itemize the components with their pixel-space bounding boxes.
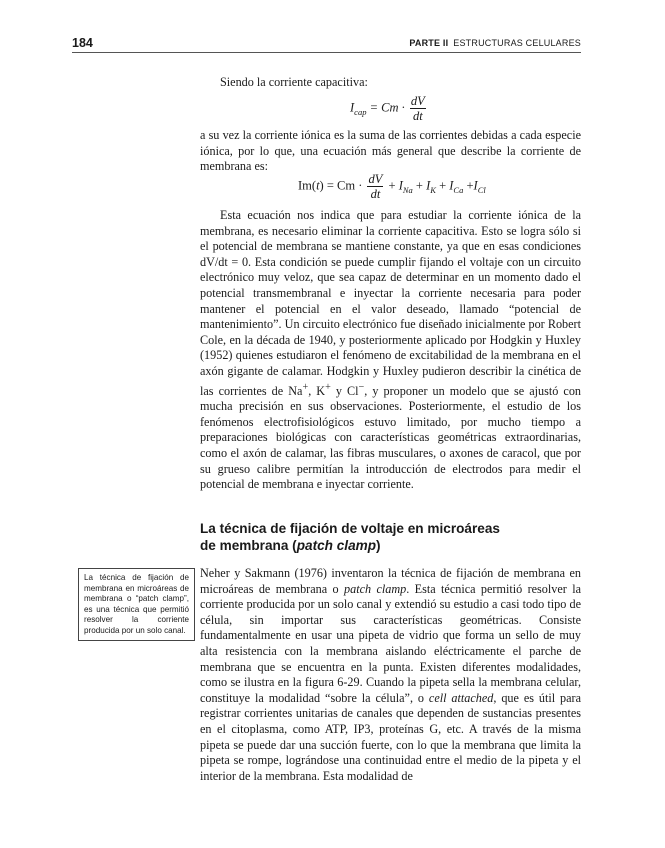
eq2-i-ca: I xyxy=(449,178,454,193)
plus-4: + xyxy=(466,178,474,193)
plus-2: + xyxy=(415,178,423,193)
paragraph-voltage-clamp xyxy=(200,208,581,493)
page-number: 184 xyxy=(72,36,93,50)
eq2-lhs: Im( xyxy=(298,178,317,193)
paragraph-patch-clamp xyxy=(200,566,581,784)
ionic-current-text: a su vez la corriente iónica es la suma de las corrientes debidas a cada especie iónica, por lo que, una ecuación más general que describe la corriente de membrana es: xyxy=(200,128,581,174)
vc-text-k: , K xyxy=(308,383,326,398)
eq2-i-na: I xyxy=(398,178,403,193)
section-heading xyxy=(200,520,581,554)
header-rule xyxy=(72,52,581,53)
sub-na: Na xyxy=(402,184,413,195)
pc-text-1: Neher y Sakmann (1976) inventaron la técnica de fijación de membrana en microáreas de membrana o xyxy=(200,566,581,596)
paragraph-ionic-current xyxy=(200,128,581,175)
title-post: ) xyxy=(376,538,381,553)
section-title-line1: La técnica de fijación de voltaje en microáreas xyxy=(200,521,500,536)
intro-text xyxy=(200,75,581,91)
section-title-line2 xyxy=(200,537,581,554)
intro-line: Siendo la corriente capacitiva: xyxy=(220,75,368,89)
pc-em-2: cell attached xyxy=(428,690,494,705)
part-label: PARTE II xyxy=(409,38,449,48)
eq1-numerator: dV xyxy=(410,94,425,108)
eq1-denominator: dt xyxy=(412,109,423,123)
eq1-rhs: = Cm · xyxy=(369,100,405,115)
eq2-denominator: dt xyxy=(370,187,381,201)
vc-text-cl: y Cl xyxy=(330,383,359,398)
sub-cl: Cl xyxy=(477,184,486,195)
eq1-fraction xyxy=(410,94,426,123)
equation-membrane-current xyxy=(298,172,486,201)
sub-ca: Ca xyxy=(453,184,464,195)
k-sup: + xyxy=(325,381,331,393)
sub-k: K xyxy=(430,184,436,195)
vc-text-2: , y proponer un modelo que se ajustó con mucha precisión en sus observaciones. Posteriormente, el estudio de los fenómenos electrofisiológicos estuvo limitado, por mucho tiempo a preparaciones biológicas con características geométricas extraordinarias, como el axón de calamar, las fibras musculares, o axones de caracol, que por su grueso calibre permitían la introducción de electrodos para medir el potencial de membrana e inyectar corriente. xyxy=(200,383,582,492)
eq2-fraction xyxy=(367,172,383,201)
eq2-lhs-close: ) = Cm · xyxy=(319,178,363,193)
patch-clamp-text xyxy=(200,566,581,784)
eq2-var: t xyxy=(316,178,320,193)
plus-1: + xyxy=(388,178,396,193)
cl-sup: − xyxy=(358,381,365,393)
vc-text-1: Esta ecuación nos indica que para estudiar la corriente iónica de la membrana, es necesario eliminar la corriente capacitiva. Esto se logra sólo si el potencial de membrana se mantiene constante, ya que en esas condiciones dV/dt = 0. Esta condición se puede cumplir fijando el voltaje con un circuito electrónico muy veloz, que sea capaz de determinar en un momento dado el potencial transmembranal e inyectar la corriente necesaria para poder mantener el potencial en el valor deseado, llamado “potencial de mantenimiento”. Un circuito electrónico fue diseñado inicialmente por Robert Cole, en la década de 1940, y posteriormente aplicado por Hodgkin y Huxley (1952) quienes estudiaron el fenómeno de excitabilidad de la membrana en el axón gigante de calamar. Hodgkin y Huxley pudieron describir la cinética de las corrientes de Na xyxy=(200,208,581,398)
eq2-i-k: I xyxy=(426,178,431,193)
eq1-symbol: I xyxy=(350,100,355,115)
margin-note xyxy=(78,568,195,641)
equation-capacitive xyxy=(350,94,428,123)
plus-3: + xyxy=(439,178,447,193)
pc-text-3: , que es útil para registrar corrientes unitarias de canales que dependen de sustancias presentes en el citoplasma, como ATP, IP3, proteínas G, etc. A través de la misma pipeta se puede dar una succión fuerte, con lo que la membrana que limita la pipeta se rompe, lográndose una continuidad entre el medio de la pipeta y el interior de la membrana. Esta modalidad de xyxy=(200,690,581,783)
pc-em-1: patch clamp xyxy=(344,581,407,596)
running-head xyxy=(409,38,581,48)
pc-text-2: . Esta técnica permitió resolver la corriente producida por un solo canal y extendió su estudio a casi todo tipo de célula, sin importar sus características geométricas. Consiste fundamentalmente en usar una pipeta de vidrio que forma un sello de muy alta resistencia con la membrana aislando eléctricamente el parche de membrana que se encuentra en la punta. Existen diferentes modalidades, como se ilustra en la figura 6-29. Cuando la pipeta sella la membrana celular, constituye la modalidad “sobre la célula”, o xyxy=(200,581,581,705)
title-pre: de membrana ( xyxy=(200,538,297,553)
voltage-clamp-text xyxy=(200,208,581,493)
na-sup: + xyxy=(302,381,309,393)
part-title: ESTRUCTURAS CELULARES xyxy=(453,38,581,48)
margin-note-text: La técnica de fijación de membrana en microáreas de membrana o “patch clamp”, es una técnica que permitió resolver la corriente producida por un solo canal. xyxy=(84,573,189,635)
title-em: patch clamp xyxy=(296,538,377,553)
eq1-subscript: cap xyxy=(354,106,367,117)
eq2-numerator: dV xyxy=(368,172,383,186)
eq2-i-cl: I xyxy=(473,178,478,193)
